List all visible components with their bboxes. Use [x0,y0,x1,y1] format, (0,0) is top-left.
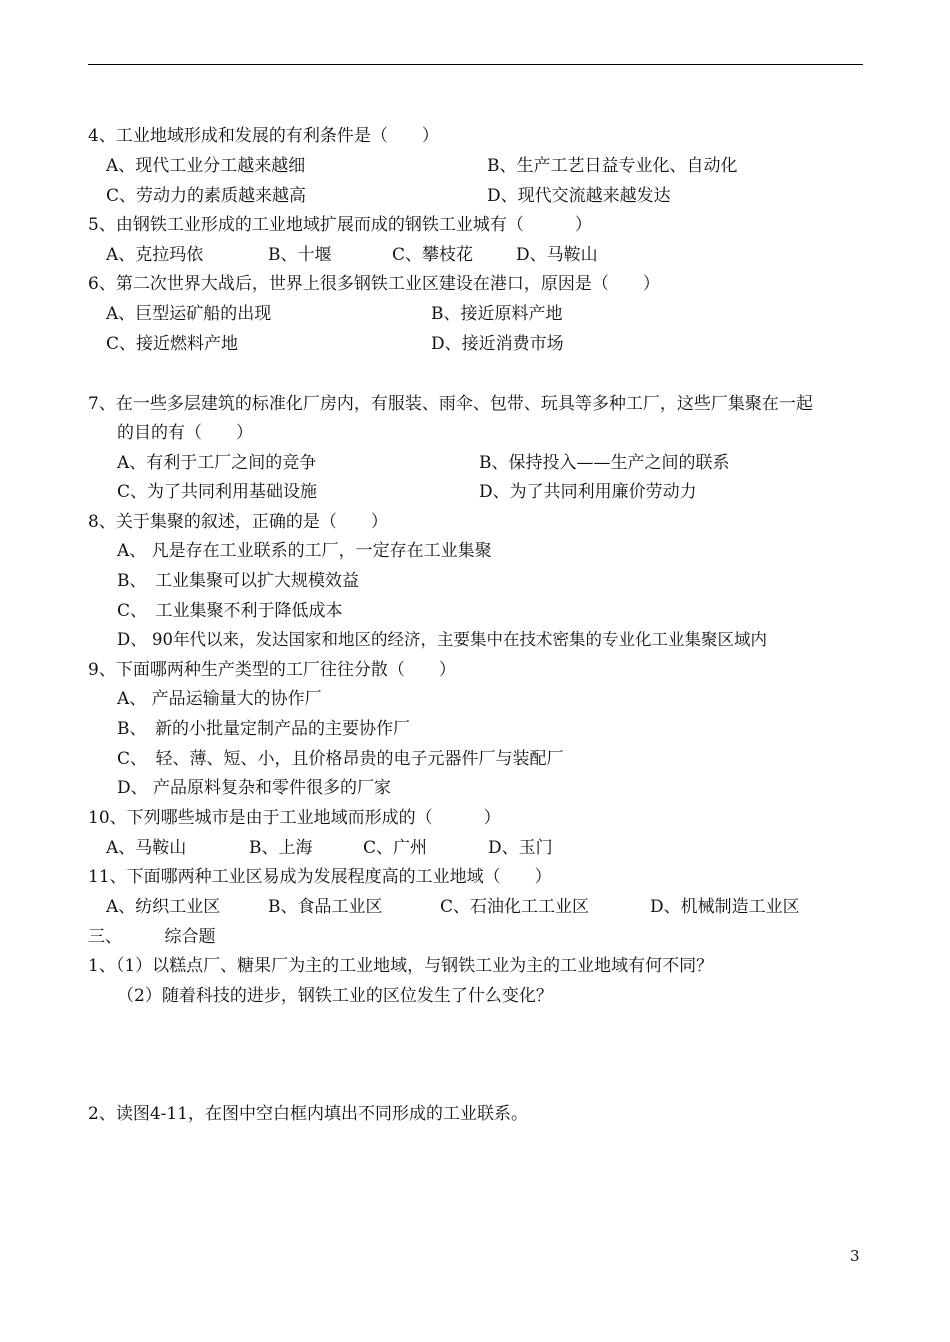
question-9-stem: 9、下面哪两种生产类型的工厂往往分散（ ） [88,660,456,680]
question-5-option-a: A、克拉玛依 [106,245,204,265]
question-7-stem: 7、在一些多层建筑的标准化厂房内，有服装、雨伞、包带、玩具等多种工厂，这些厂集聚在一起 [88,394,813,414]
question-5-option-d: D、马鞍山 [516,245,598,265]
question-11-stem: 11、下面哪两种工业区易成为发展程度高的工业地域（ ） [88,867,552,887]
comprehensive-question-1-part-1: 1、（1）以糕点厂、糖果厂为主的工业地域，与钢铁工业为主的工业地域有何不同？ [88,956,714,976]
question-5-option-b: B、十堰 [268,245,332,265]
question-6-stem: 6、第二次世界大战后，世界上很多钢铁工业区建设在港口，原因是（ ） [88,274,660,294]
question-4-stem: 4、工业地域形成和发展的有利条件是（ ） [88,126,439,146]
question-10-option-c: C、广州 [363,838,428,858]
question-9-option-c: C、 轻、薄、短、小，且价格昂贵的电子元器件厂与装配厂 [117,749,564,769]
question-8-option-b: B、 工业集聚可以扩大规模效益 [117,571,359,591]
question-6-option-a: A、巨型运矿船的出现 [106,304,272,324]
question-11-option-b: B、食品工业区 [268,897,383,917]
comprehensive-question-2: 2、读图4-11，在图中空白框内填出不同形成的工业联系。 [88,1104,529,1124]
question-8-option-d: D、 90年代以来，发达国家和地区的经济，主要集中在技术密集的专业化工业集聚区域内 [117,630,767,649]
question-7-option-b: B、保持投入——生产之间的联系 [479,453,730,473]
question-8-option-c: C、 工业集聚不利于降低成本 [117,601,343,621]
question-8-stem: 8、关于集聚的叙述，正确的是（ ） [88,512,388,532]
question-10-option-a: A、马鞍山 [106,838,187,858]
page-number: 3 [850,1247,860,1265]
question-6-option-c: C、接近燃料产地 [106,334,239,354]
question-7-option-a: A、有利于工厂之间的竞争 [117,453,317,473]
question-7-stem-continued: 的目的有（ ） [117,423,253,443]
question-9-option-b: B、 新的小批量定制产品的主要协作厂 [117,719,410,739]
question-10-option-d: D、玉门 [488,838,553,858]
question-6-option-d: D、接近消费市场 [431,334,564,354]
question-9-option-a: A、 产品运输量大的协作厂 [117,689,322,709]
question-5-option-c: C、攀枝花 [392,245,474,265]
section-heading-comprehensive: 三、 综合题 [88,927,216,947]
question-9-option-d: D、 产品原料复杂和零件很多的厂家 [117,778,392,798]
question-11-option-d: D、机械制造工业区 [650,897,800,917]
question-8-option-a: A、 凡是存在工业联系的工厂，一定存在工业集聚 [117,541,492,561]
question-4-option-c: C、劳动力的素质越来越高 [106,186,307,206]
question-4-option-b: B、生产工艺日益专业化、自动化 [487,156,738,176]
comprehensive-question-1-part-2: （2）随着科技的进步，钢铁工业的区位发生了什么变化？ [117,986,553,1006]
question-7-option-d: D、为了共同利用廉价劳动力 [479,482,697,502]
question-4-option-d: D、现代交流越来越发达 [487,186,671,206]
question-7-option-c: C、为了共同利用基础设施 [117,482,318,502]
question-11-option-c: C、石油化工工业区 [440,897,590,917]
question-5-stem: 5、由钢铁工业形成的工业地域扩展而成的钢铁工业城有（ ） [88,215,592,235]
question-10-stem: 10、下列哪些城市是由于工业地域而形成的（ ） [88,808,501,828]
question-6-option-b: B、接近原料产地 [431,304,563,324]
question-11-option-a: A、纺织工业区 [106,897,221,917]
question-4-option-a: A、现代工业分工越来越细 [106,156,306,176]
header-rule [88,64,863,65]
question-10-option-b: B、上海 [249,838,313,858]
